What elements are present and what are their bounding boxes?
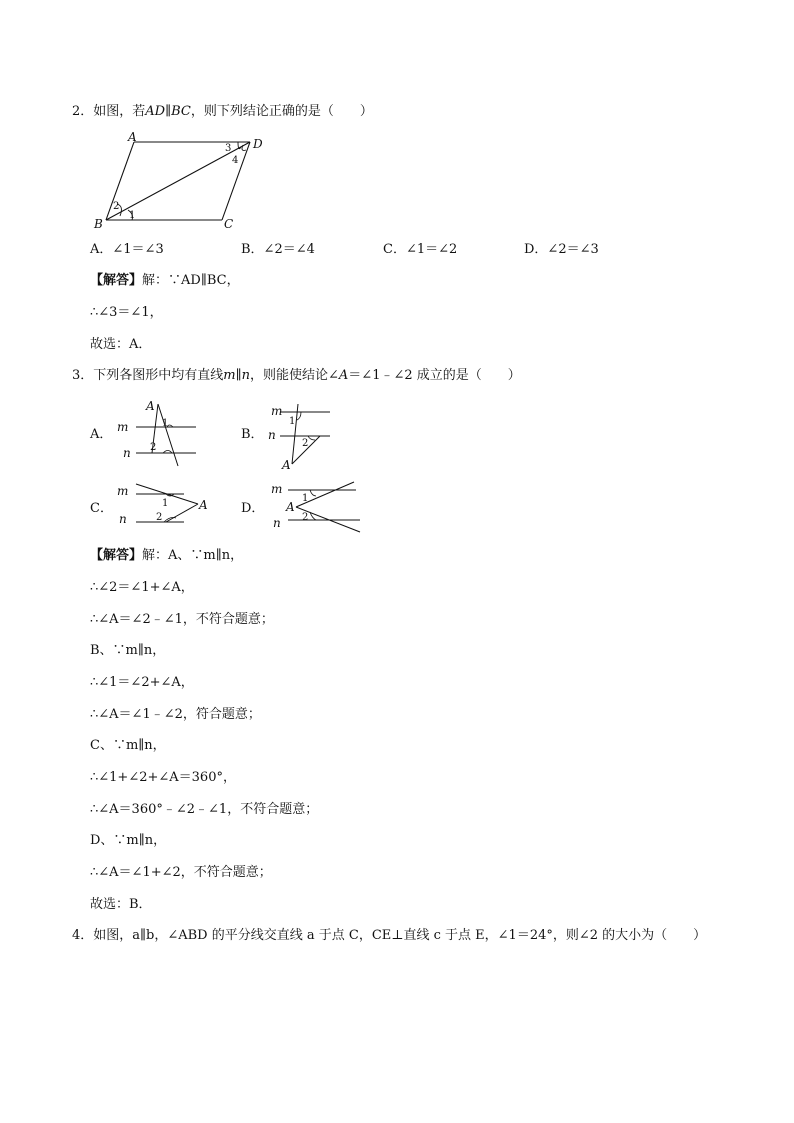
q3d-angle-2: 2 [302,512,309,523]
q3a-label-A: A [146,399,155,413]
q2-label-C: C [224,217,234,231]
q3c-angle-2: 2 [156,512,163,523]
q3b-angle-2: 2 [302,438,309,449]
q3-solution-line-9: ∴∠A＝360°﹣∠2﹣∠1，不符合题意； [90,802,319,817]
q3d-label-A: A [286,500,295,514]
q3-solution-line-11: ∴∠A＝∠1+∠2，不符合题意； [90,865,272,880]
q3-solution-line-3: ∴∠A＝∠2﹣∠1，不符合题意； [90,612,274,627]
q3-figure-d [268,480,368,540]
q2-angle-4: 4 [232,155,239,166]
q2-solution-line-1: 【解答】解：∵AD∥BC， [90,273,240,288]
q3d-angle-1: 1 [302,493,309,504]
q2-stem: 2．如图，若AD∥BC，则下列结论正确的是（ ） [72,104,373,119]
q3-solution-line-10: D、∵m∥n， [90,833,167,848]
q3-solution-line-5: ∴∠1＝∠2+∠A， [90,675,194,690]
q3-solution-line-12: 故选：B． [90,897,152,912]
q3c-label-m: m [117,484,129,498]
q2-label-A: A [128,130,137,144]
q2-angle-3: 3 [225,143,232,154]
q3a-angle-2: 2 [150,442,157,453]
q3b-label-m: m [271,404,283,418]
q3-solution-line-8: ∴∠1+∠2+∠A＝360°， [90,770,236,785]
q2-solution-line-2: ∴∠3＝∠1， [90,305,163,320]
q3-figure-b [266,402,356,474]
q3b-label-n: n [268,428,276,442]
q3-solution-line-4: B、∵m∥n， [90,643,166,658]
q2-option-a: A．∠1＝∠3 [90,242,164,257]
q3-option-c-label: C． [90,501,113,516]
q2-option-d: D．∠2＝∠3 [524,242,599,257]
q3a-label-m: m [117,420,129,434]
q3-solution-tag: 【解答】 [90,548,143,563]
q3c-angle-1: 1 [162,498,169,509]
q2-option-b: B．∠2＝∠4 [241,242,315,257]
q3b-angle-1: 1 [289,416,296,427]
q3-solution-line-2: ∴∠2＝∠1+∠A， [90,580,194,595]
q2-label-D: D [253,137,263,151]
q3-option-d-label: D． [241,501,265,516]
q3a-label-n: n [123,446,131,460]
q3b-label-A: A [282,458,291,472]
q2-option-c: C．∠1＝∠2 [383,242,458,257]
q2-label-B: B [94,217,103,231]
q3-stem: 3．下列各图形中均有直线m∥n，则能使结论∠A＝∠1﹣∠2 成立的是（ ） [72,368,521,383]
q3-solution-line-6: ∴∠A＝∠1﹣∠2，符合题意； [90,707,261,722]
q3-option-b-label: B． [241,427,264,442]
q2-solution-line-3: 故选：A． [90,337,152,352]
q3-figure-a [114,396,204,468]
q2-solution-tag: 【解答】 [90,273,143,288]
q2-angle-1: 1 [129,210,136,221]
q3a-angle-1: 1 [162,418,169,429]
q3c-label-n: n [119,512,127,526]
q3-option-a-label: A． [90,427,113,442]
q3d-label-n: n [273,516,281,530]
q3d-label-m: m [271,482,283,496]
q2-angle-2: 2 [113,201,120,212]
q2-parallelogram-figure [90,132,280,232]
q3-figure-c [114,482,214,532]
q4-stem: 4．如图，a∥b，∠ABD 的平分线交直线 a 于点 C，CE⊥直线 c 于点 E，∠1＝24°，则∠2 的大小为（ ） [72,928,707,943]
q3c-label-A: A [199,498,208,512]
q3-solution-line-1: 【解答】解：A、∵m∥n， [90,548,244,563]
q3-solution-line-7: C、∵m∥n， [90,738,166,753]
